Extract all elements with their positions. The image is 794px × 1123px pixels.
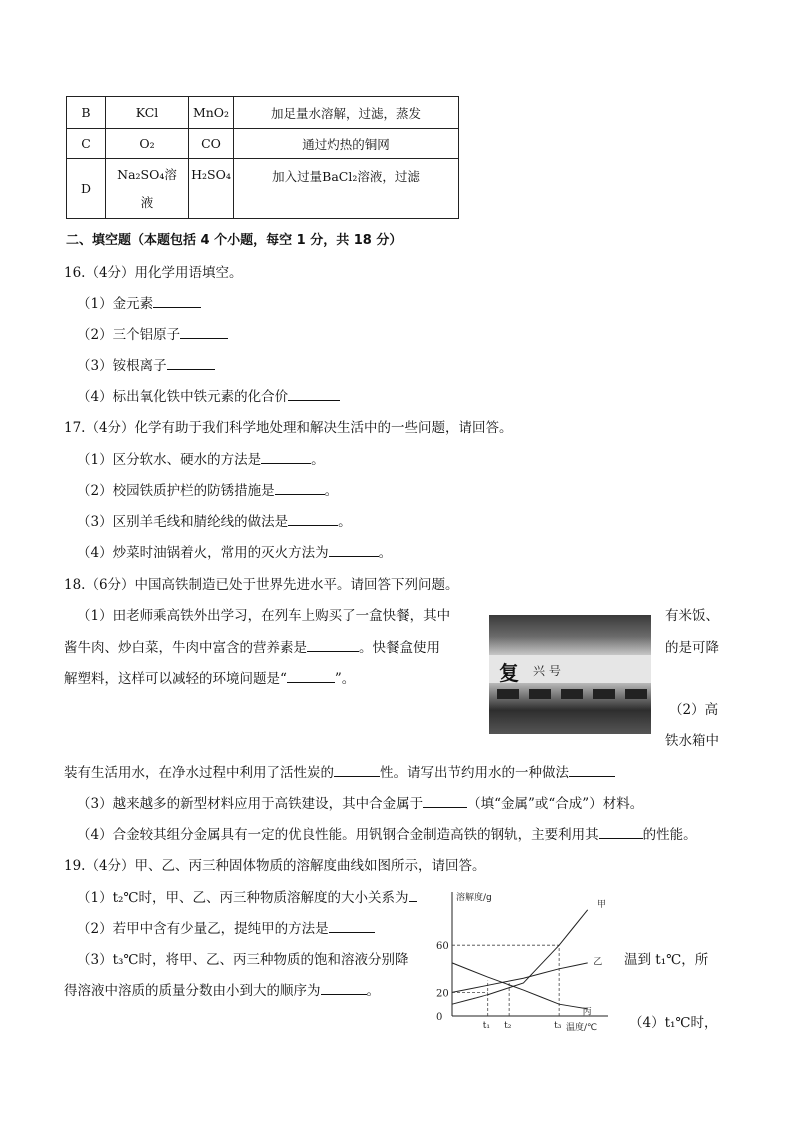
x-tick-label: t₃ — [554, 1021, 562, 1031]
high-speed-train-photo — [489, 615, 651, 734]
answer-blank[interactable] — [288, 511, 338, 526]
y-tick-label: 20 — [436, 988, 449, 1000]
q19-p2: （2）若甲中含有少量乙，提纯甲的方法是 — [77, 917, 375, 937]
answer-blank[interactable] — [423, 793, 467, 808]
q19-p3-a: （3）t₃℃时，将甲、乙、丙三种物质的饱和溶液分别降 — [77, 952, 409, 968]
q18-p1-b-right: 的是可降 — [665, 640, 719, 656]
q18-p1-b: 酱牛肉、炒白菜，牛肉中富含的营养素是 。快餐盒使用 — [64, 636, 440, 656]
row-label: D — [67, 159, 106, 219]
answer-blank[interactable] — [287, 668, 335, 683]
q18-p3: （3）越来越多的新型材料应用于高铁建设，其中合金属于 （填“金属”或“合成”）材料。 — [77, 792, 643, 812]
q18-stem: 18.（6分）中国高铁制造已处于世界先进水平。请回答下列问题。 — [64, 577, 459, 593]
method-cell: 加足量水溶解，过滤，蒸发 — [234, 97, 459, 129]
y-tick-label: 0 — [436, 1012, 443, 1023]
substance-cell — [106, 159, 189, 219]
answer-blank[interactable] — [599, 824, 643, 839]
row-label: C — [67, 129, 106, 159]
answer-blank[interactable] — [167, 355, 215, 370]
x-axis-label: 温度/℃ — [566, 1023, 598, 1033]
q16-item: （4）标出氧化铁中铁元素的化合价 — [77, 385, 340, 405]
q17-stem: 17.（4分）化学有助于我们科学地处理和解决生活中的一些问题，请回答。 — [64, 420, 513, 436]
q16-stem: 16.（4分）用化学用语填空。 — [64, 265, 243, 281]
y-tick-label: 60 — [436, 941, 449, 953]
solubility-curve-chart — [410, 888, 615, 1033]
impurity-cell: H₂SO₄ — [189, 159, 234, 219]
q17-item: （1）区分软水、硬水的方法是 。 — [77, 448, 325, 468]
series-line-丙 — [452, 963, 588, 1009]
section-heading: 二、填空题（本题包括 4 个小题，每空 1 分，共 18 分） — [66, 233, 403, 248]
train-name-text: 兴 号 — [533, 664, 561, 678]
q19-stem: 19.（4分）甲、乙、丙三种固体物质的溶解度曲线如图所示，请回答。 — [64, 858, 486, 874]
answer-blank[interactable] — [180, 324, 228, 339]
substance-text-cont: 液 — [140, 194, 154, 210]
x-tick-label: t₁ — [482, 1021, 490, 1031]
answer-blank[interactable] — [321, 980, 367, 995]
series-line-甲 — [452, 910, 588, 1004]
q19-p4: （4）t₁℃时， — [629, 1015, 718, 1031]
q17-item: （3）区别羊毛线和腈纶线的做法是 。 — [77, 510, 352, 530]
answer-blank[interactable] — [275, 480, 325, 495]
q16-item: （3）铵根离子 — [77, 354, 215, 374]
q18-p1-a-right: 有米饭、 — [665, 608, 719, 624]
series-line-乙 — [452, 963, 588, 993]
q18-p2-a: （2）高 — [669, 702, 719, 718]
answer-blank[interactable] — [307, 637, 359, 652]
substance-text: Na₂SO₄溶 — [117, 166, 177, 182]
answer-blank[interactable] — [288, 386, 340, 401]
y-axis-label: 溶解度/g — [456, 893, 492, 903]
q19-p3-right: 温到 t₁℃，所 — [624, 952, 709, 968]
row-label: B — [67, 97, 106, 129]
purification-table — [66, 96, 459, 219]
answer-blank[interactable] — [153, 293, 201, 308]
method-cell: 通过灼热的铜网 — [234, 129, 459, 159]
series-label: 乙 — [593, 957, 603, 968]
train-logo-text: 复 — [499, 661, 519, 685]
q18-p1-c: 解塑料，这样可以减轻的环境问题是“ ”。 — [64, 667, 355, 687]
impurity-cell: CO — [189, 129, 234, 159]
method-cell: 加入过量BaCl₂溶液，过滤 — [234, 159, 459, 219]
q18-p2-c: 装有生活用水，在净水过程中利用了活性炭的 性。请写出节约用水的一种做法 — [64, 761, 615, 781]
q19-p3-b: 得溶液中溶质的质量分数由小到大的顺序为 。 — [64, 979, 380, 999]
q18-p2-b: 铁水箱中 — [665, 733, 719, 749]
q16-item: （2）三个铝原子 — [77, 323, 228, 343]
answer-blank[interactable] — [329, 542, 379, 557]
q16-item: （1）金元素 — [77, 292, 201, 312]
answer-blank[interactable] — [329, 918, 375, 933]
q17-item: （2）校园铁质护栏的防锈措施是 。 — [77, 479, 338, 499]
q17-item: （4）炒菜时油锅着火，常用的灭火方法为 。 — [77, 541, 392, 561]
answer-blank[interactable] — [334, 762, 380, 777]
answer-blank[interactable] — [261, 449, 311, 464]
answer-blank[interactable] — [569, 762, 615, 777]
x-tick-label: t₂ — [504, 1021, 512, 1031]
series-label: 丙 — [582, 1007, 592, 1018]
q18-p1-a: （1）田老师乘高铁外出学习，在列车上购买了一盒快餐，其中 — [77, 608, 451, 624]
substance-cell: KCl — [106, 97, 189, 129]
substance-cell: O₂ — [106, 129, 189, 159]
q19-p1: （1）t₂℃时，甲、乙、丙三种物质溶解度的大小关系为 — [77, 886, 417, 906]
q18-p4: （4）合金较其组分金属具有一定的优良性能。用钒钢合金制造高铁的钢轨，主要利用其 的性能。 — [77, 823, 697, 843]
impurity-cell: MnO₂ — [189, 97, 234, 129]
series-label: 甲 — [596, 899, 606, 910]
